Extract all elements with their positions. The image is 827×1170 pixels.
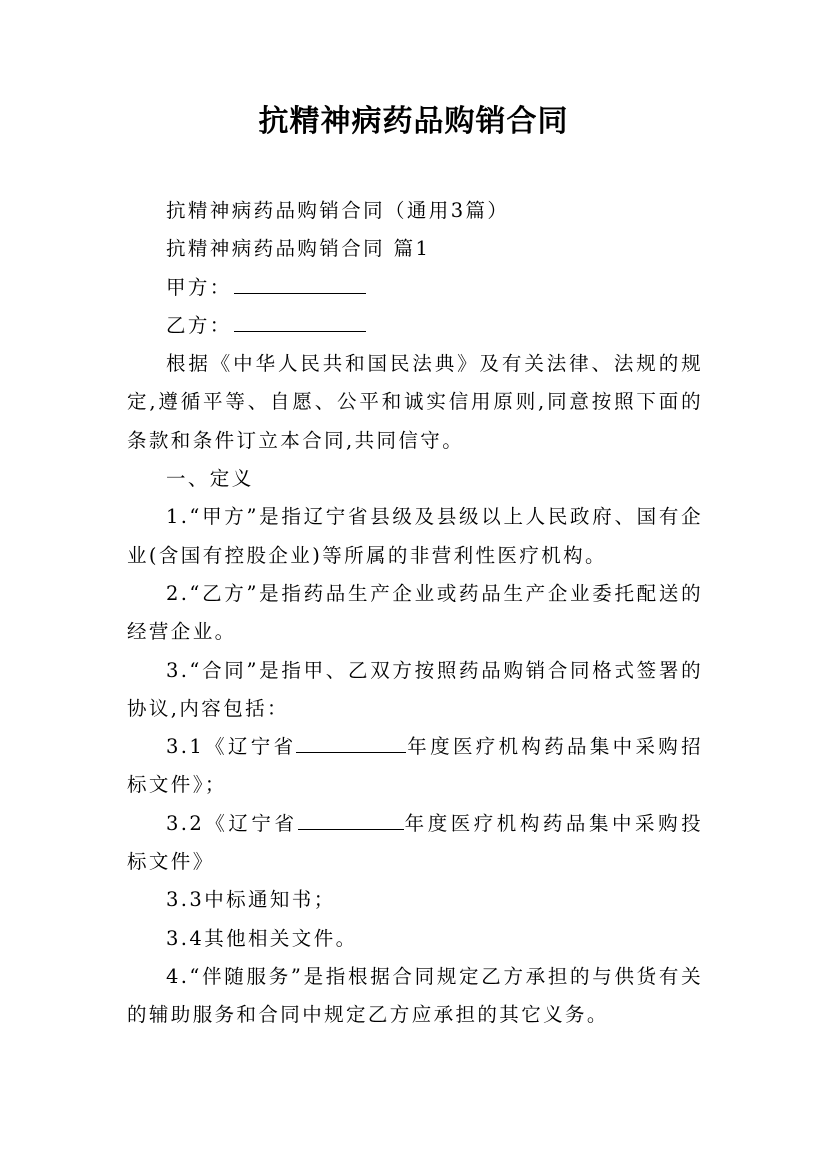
section-1-heading: 一、定义 xyxy=(166,467,254,491)
party-b-label: 乙方： xyxy=(166,313,232,337)
party-b-blank xyxy=(234,307,366,332)
item-3-1-suffix: 年度医疗机构药品集中采购招标文件》； xyxy=(127,735,703,797)
item-3-1-year-blank xyxy=(296,728,406,753)
party-a-line xyxy=(127,269,703,307)
document-body xyxy=(127,192,703,1035)
definition-4: 4.“伴随服务”是指根据合同规定乙方承担的与供货有关的辅助服务和合同中规定乙方应承担的其它义务。 xyxy=(127,964,703,1027)
party-a-label: 甲方： xyxy=(166,275,232,299)
definition-2: 2.“乙方”是指药品生产企业或药品生产企业委托配送的经营企业。 xyxy=(127,581,703,644)
part-heading: 抗精神病药品购销合同 篇1 xyxy=(166,237,431,261)
item-3-2 xyxy=(127,805,703,882)
intro-paragraph: 根据《中华人民共和国民法典》及有关法律、法规的规定,遵循平等、自愿、公平和诚实信用原则,同意按照下面的条款和条件订立本合同,共同信守。 xyxy=(127,352,703,452)
document-title: 抗精神病药品购销合同 xyxy=(258,104,569,139)
definition-3: 3.“合同”是指甲、乙双方按照药品购销合同格式签署的协议,内容包括： xyxy=(127,658,703,720)
item-3-2-suffix: 年度医疗机构药品集中采购投标文件》 xyxy=(127,811,704,874)
item-3-2-year-blank xyxy=(298,805,404,830)
item-3-1 xyxy=(127,728,703,805)
item-3-4: 3.4其他相关文件。 xyxy=(166,926,358,950)
item-3-2-prefix: 3.2《辽宁省 xyxy=(166,811,298,835)
item-3-3: 3.3中标通知书； xyxy=(166,888,336,912)
subtitle-line: 抗精神病药品购销合同（通用3篇） xyxy=(166,199,510,222)
item-3-1-prefix: 3.1《辽宁省 xyxy=(166,735,297,759)
party-b-line xyxy=(127,307,703,345)
definition-1: 1.“甲方”是指辽宁省县级及县级以上人民政府、国有企业(含国有控股企业)等所属的非营利性医疗机构。 xyxy=(127,505,703,567)
party-a-blank xyxy=(234,269,366,294)
